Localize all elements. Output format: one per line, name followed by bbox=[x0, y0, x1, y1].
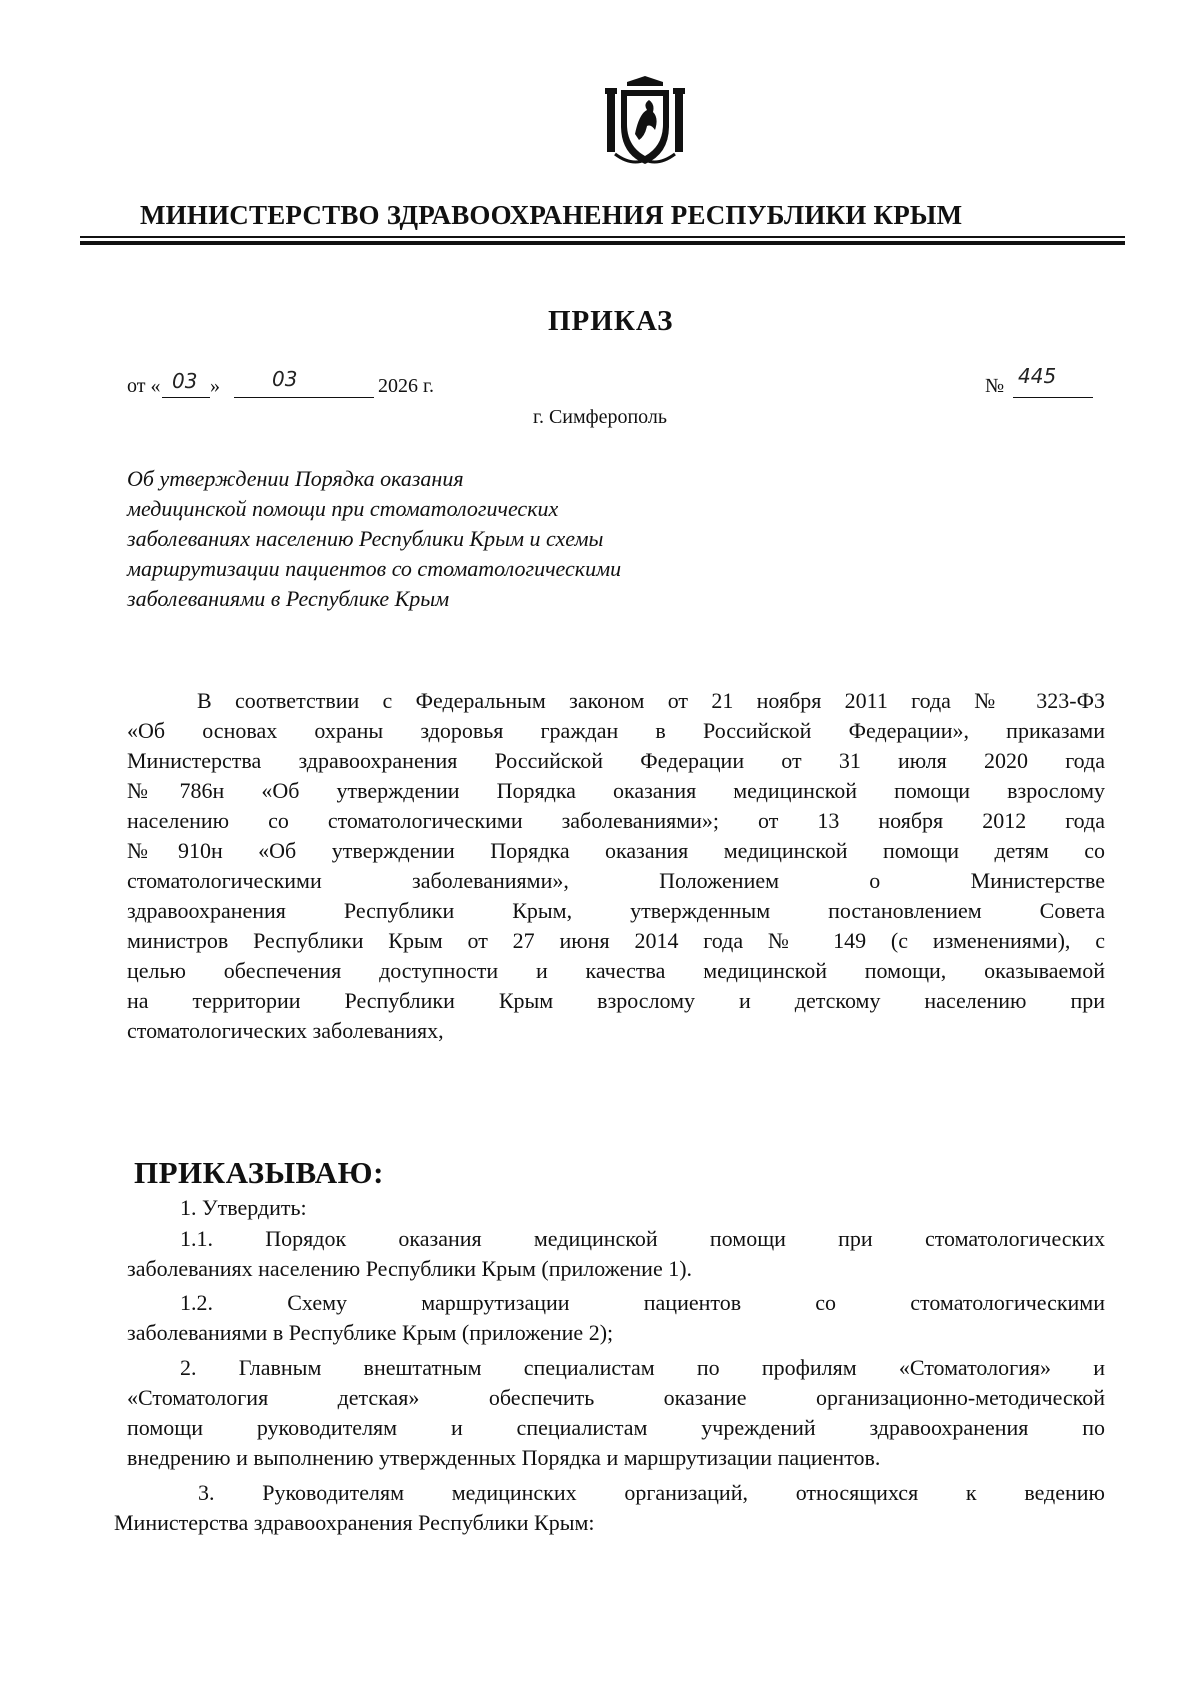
item-line: заболеваниями в Республике Крым (приложение 2); bbox=[127, 1320, 614, 1345]
date-prefix: от « bbox=[127, 375, 161, 397]
item-line: 1. Утвердить: bbox=[180, 1195, 307, 1220]
order-subject bbox=[127, 464, 827, 614]
item-line: 3. Руководителям медицинских организаций, относящихся к ведению bbox=[198, 1480, 1105, 1505]
item-line: 1.2. Схему маршрутизации пациентов со стоматологическими bbox=[180, 1290, 1105, 1315]
preamble-line: В соответствии с Федеральным законом от 21 ноября 2011 года № 323-ФЗ bbox=[197, 688, 1105, 713]
header-rule-thin bbox=[80, 236, 1125, 238]
preamble-line: №786н «Об утверждении Порядка оказания медицинской помощи взрослому bbox=[127, 778, 1105, 803]
subject-line: медицинской помощи при стоматологических bbox=[127, 496, 559, 521]
coat-of-arms-emblem bbox=[605, 74, 685, 170]
preamble-line: Министерства здравоохранения Российской Федерации от 31 июля 2020 года bbox=[127, 748, 1105, 773]
item-line: Министерства здравоохранения Республики Крым: bbox=[114, 1510, 595, 1535]
item-line: заболеваниях населению Республики Крым (приложение 1). bbox=[127, 1256, 693, 1281]
preamble-line: №910н «Об утверждении Порядка оказания медицинской помощи детям со bbox=[127, 838, 1105, 863]
item-line: «Стоматология детская» обеспечить оказание организационно-методической bbox=[127, 1385, 1105, 1410]
item-2 bbox=[127, 1353, 1105, 1473]
header-rule-thick bbox=[80, 241, 1125, 245]
ministry-title: МИНИСТЕРСТВО ЗДРАВООХРАНЕНИЯ РЕСПУБЛИКИ КРЫМ bbox=[140, 200, 963, 230]
preamble-line: населению со стоматологическими заболеваниями»; от 13 ноября 2012 года bbox=[127, 808, 1105, 833]
date-day-close: » bbox=[210, 375, 220, 397]
subject-line: заболеваниях населению Республики Крым и схемы bbox=[127, 526, 604, 551]
date-day: 03 bbox=[172, 369, 198, 393]
item-1-1 bbox=[127, 1224, 1105, 1284]
order-number: 445 bbox=[1018, 364, 1057, 388]
item-3 bbox=[114, 1478, 1105, 1538]
preamble-line: министров Республики Крым от 27 июня 2014 года № 149 (с изменениями), с bbox=[127, 928, 1105, 953]
command-heading: ПРИКАЗЫВАЮ: bbox=[134, 1155, 384, 1190]
coat-of-arms-icon bbox=[605, 74, 685, 170]
subject-line: маршрутизации пациентов со стоматологическими bbox=[127, 556, 622, 581]
date-year: 2026 г. bbox=[378, 375, 434, 397]
document-type-title: ПРИКАЗ bbox=[548, 305, 674, 337]
preamble-line: целью обеспечения доступности и качества медицинской помощи, оказываемой bbox=[127, 958, 1105, 983]
item-line: 1.1. Порядок оказания медицинской помощи при стоматологических bbox=[180, 1226, 1105, 1251]
number-label: № bbox=[985, 375, 1005, 397]
subject-line: Об утверждении Порядка оказания bbox=[127, 466, 464, 491]
date-month: 03 bbox=[272, 367, 298, 391]
number-underline bbox=[1013, 397, 1093, 398]
preamble-line: стоматологических заболеваниях, bbox=[127, 1018, 444, 1043]
item-line: внедрению и выполнению утвержденных Порядка и маршрутизации пациентов. bbox=[127, 1445, 881, 1470]
day-underline bbox=[162, 397, 210, 398]
preamble-line: «Об основах охраны здоровья граждан в Российской Федерации», приказами bbox=[127, 718, 1105, 743]
preamble-line: здравоохранения Республики Крым, утвержденным постановлением Совета bbox=[127, 898, 1105, 923]
item-line: помощи руководителям и специалистам учреждений здравоохранения по bbox=[127, 1415, 1105, 1440]
month-underline bbox=[234, 397, 374, 398]
preamble-paragraph bbox=[127, 686, 1105, 1046]
preamble-line: на территории Республики Крым взрослому и детскому населению при bbox=[127, 988, 1105, 1013]
subject-line: заболеваниями в Республике Крым bbox=[127, 586, 450, 611]
city: г. Симферополь bbox=[533, 406, 668, 428]
item-1 bbox=[127, 1193, 1105, 1223]
item-line: 2. Главным внештатным специалистам по профилям «Стоматология» и bbox=[180, 1355, 1105, 1380]
item-1-2 bbox=[127, 1288, 1105, 1348]
preamble-line: стоматологическими заболеваниями», Положением о Министерстве bbox=[127, 868, 1105, 893]
